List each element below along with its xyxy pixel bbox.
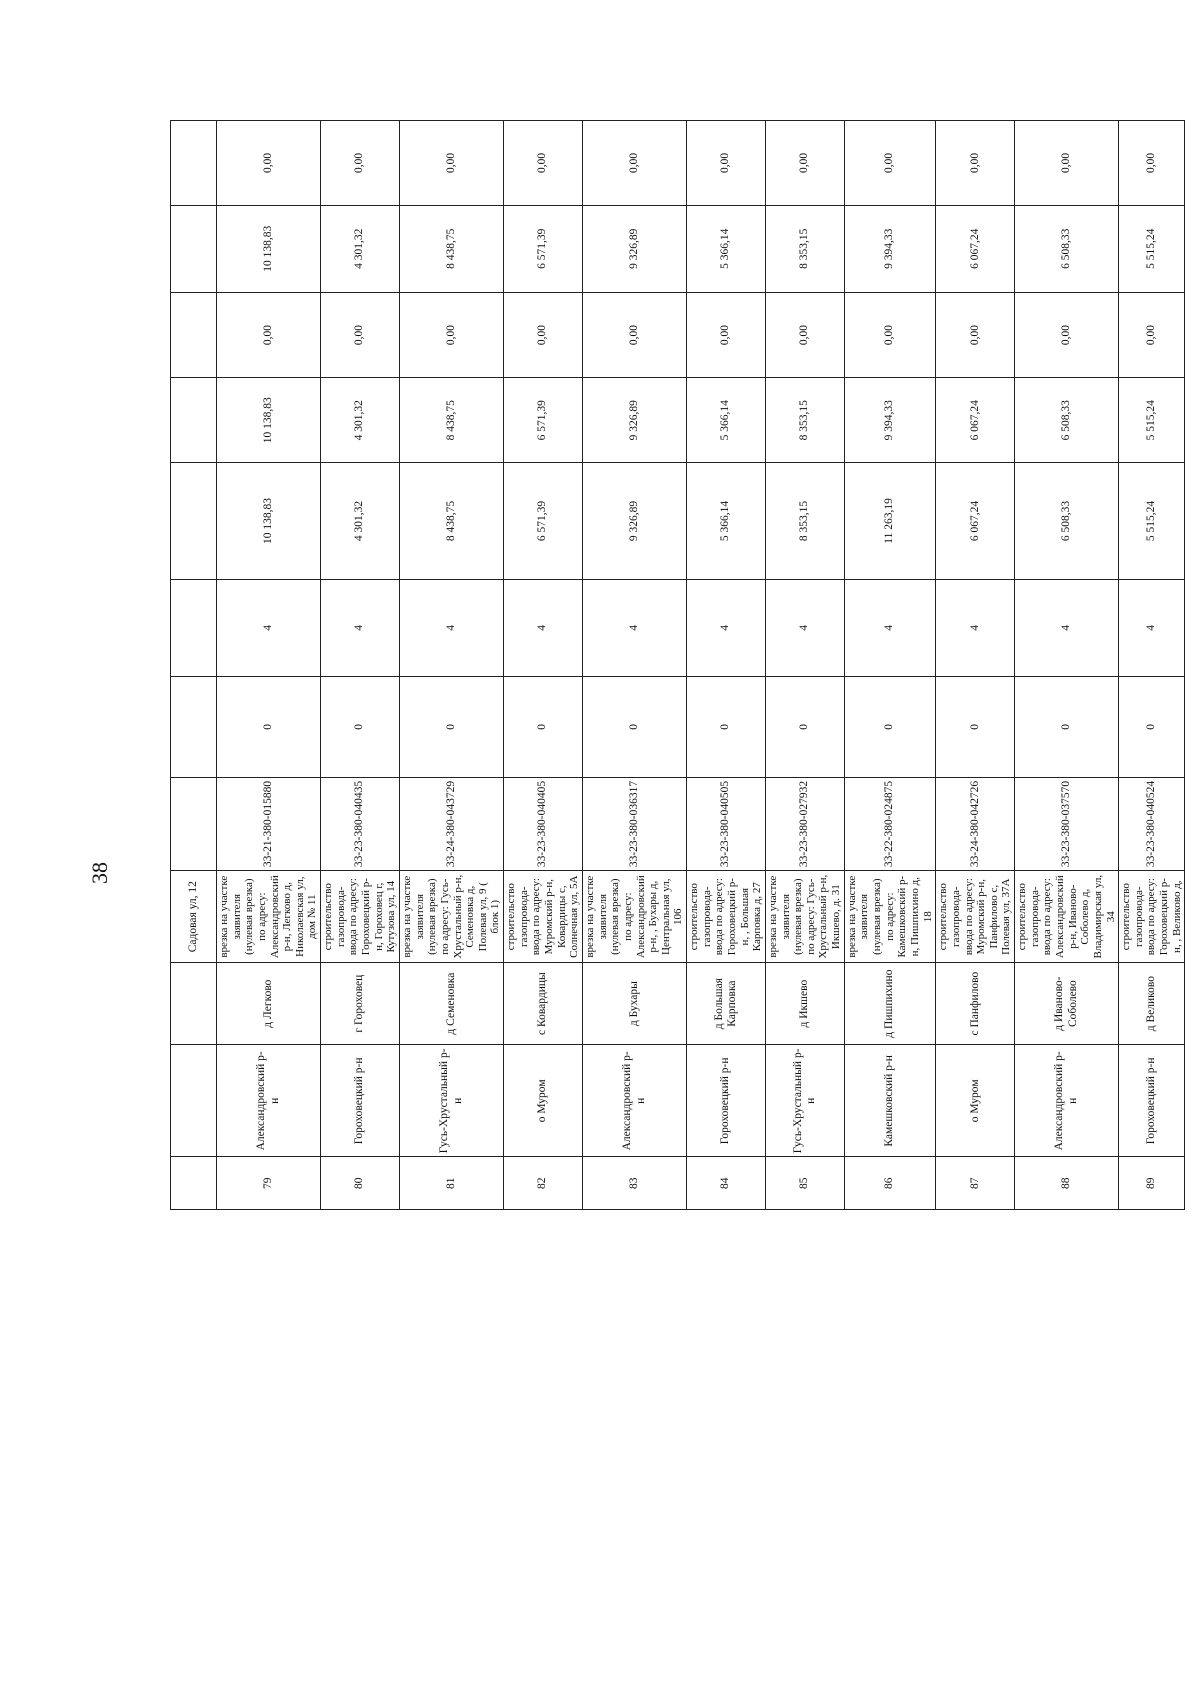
zero-cell: 0 (1015, 676, 1119, 777)
settlement-cell: с Панфилово (936, 962, 1015, 1044)
district-cell: о Муром (936, 1045, 1015, 1157)
zero-value-cell: 0,00 (321, 121, 400, 206)
zero-value-cell: 0,00 (399, 121, 503, 206)
description-cell: строительство газопровода-ввода по адресу: Александровский р-н, Иваново-Соболево д, Владимирская ул, 34 (1015, 871, 1119, 963)
value-cell: 5 366,14 (687, 205, 766, 292)
zero-cell: 0 (1119, 676, 1185, 777)
zero-cell: 0 (504, 676, 583, 777)
district-cell: Камешковский р-н (844, 1045, 935, 1157)
row-number: 84 (687, 1157, 766, 1210)
carry-cell (171, 205, 217, 292)
table-row (217, 121, 321, 1210)
zero-value-cell: 0,00 (765, 121, 844, 206)
row-number: 81 (399, 1157, 503, 1210)
description-cell: строительство газопровода-ввода по адресу: Гороховецкий р-н, Гороховец г, Кутузова ул, 14 (321, 871, 400, 963)
row-number: 80 (321, 1157, 400, 1210)
zero-value-cell: 0,00 (504, 292, 583, 378)
zero-value-cell: 0,00 (936, 121, 1015, 206)
quantity-cell: 4 (321, 579, 400, 676)
table-row (399, 121, 503, 1210)
value-cell: 9 394,33 (844, 205, 935, 292)
value-cell: 4 301,32 (321, 378, 400, 463)
description-cell: строительство газопровода-ввода по адресу: Муромский р-н, Ковардицы с, Солнечная ул, 5А (504, 871, 583, 963)
value-cell: 6 508,33 (1015, 205, 1119, 292)
cadastral-cell: 33-23-380-040405 (504, 777, 583, 871)
table-row (582, 121, 686, 1210)
settlement-cell: д Большая Карповка (687, 962, 766, 1044)
total-cell: 8 438,75 (399, 463, 503, 580)
rotated-table-wrapper (170, 120, 1183, 1210)
zero-value-cell: 0,00 (582, 292, 686, 378)
value-cell: 6 571,39 (504, 378, 583, 463)
row-number: 86 (844, 1157, 935, 1210)
total-cell: 6 508,33 (1015, 463, 1119, 580)
description-cell: строительство газопровода-ввода по адресу: Гороховецкий р-н, , Великово д, (1119, 871, 1185, 963)
zero-value-cell: 0,00 (1119, 292, 1185, 378)
settlement-cell: д Великово (1119, 962, 1185, 1044)
table-row (321, 121, 400, 1210)
settlement-cell: д Икшево (765, 962, 844, 1044)
cadastral-cell: 33-24-380-042726 (936, 777, 1015, 871)
zero-cell: 0 (765, 676, 844, 777)
district-cell: Гороховецкий р-н (321, 1045, 400, 1157)
cadastral-cell: 33-21-380-015880 (217, 777, 321, 871)
value-cell: 5 515,24 (1119, 378, 1185, 463)
carry-cell (171, 463, 217, 580)
value-cell: 8 438,75 (399, 378, 503, 463)
settlement-cell: д Пишпихино (844, 962, 935, 1044)
quantity-cell: 4 (1119, 579, 1185, 676)
cadastral-cell: 33-23-380-040505 (687, 777, 766, 871)
total-cell: 8 353,15 (765, 463, 844, 580)
carry-over-row (171, 121, 217, 1210)
zero-value-cell: 0,00 (582, 121, 686, 206)
zero-value-cell: 0,00 (217, 121, 321, 206)
total-cell: 9 326,89 (582, 463, 686, 580)
description-cell: врезка на участке заявителя (нулевая врезка) по адресу: Гусь-Хрустальный р-н, Икшево, д. 31 (765, 871, 844, 963)
description-cell: врезка на участке заявителя (нулевая врезка) по адресу: Александровский р-н, Легково д, Николаевская ул, дом № 11 (217, 871, 321, 963)
row-number: 83 (582, 1157, 686, 1210)
value-cell: 9 326,89 (582, 378, 686, 463)
settlement-cell: д Бухары (582, 962, 686, 1044)
value-cell: 4 301,32 (321, 205, 400, 292)
page-number: 38 (87, 862, 112, 884)
value-cell: 10 138,83 (217, 378, 321, 463)
table-row (1119, 121, 1185, 1210)
zero-cell: 0 (582, 676, 686, 777)
value-cell: 9 326,89 (582, 205, 686, 292)
settlement-cell: д Семеновка (399, 962, 503, 1044)
zero-cell: 0 (687, 676, 766, 777)
district-cell: о Муром (504, 1045, 583, 1157)
value-cell: 5 515,24 (1119, 205, 1185, 292)
row-number: 79 (217, 1157, 321, 1210)
table-row (687, 121, 766, 1210)
value-cell: 6 067,24 (936, 205, 1015, 292)
data-table (170, 120, 1185, 1210)
carry-cell (171, 1045, 217, 1157)
zero-value-cell: 0,00 (399, 292, 503, 378)
table-row (765, 121, 844, 1210)
zero-value-cell: 0,00 (687, 292, 766, 378)
carry-cell (171, 676, 217, 777)
settlement-cell: д Легково (217, 962, 321, 1044)
cadastral-cell: 33-22-380-024875 (844, 777, 935, 871)
carry-cell (171, 1157, 217, 1210)
settlement-cell: с Ковардицы (504, 962, 583, 1044)
table-row (844, 121, 935, 1210)
cadastral-cell: 33-23-380-036317 (582, 777, 686, 871)
settlement-cell: д Иваново-Соболево (1015, 962, 1119, 1044)
district-cell: Александровский р-н (1015, 1045, 1119, 1157)
quantity-cell: 4 (399, 579, 503, 676)
zero-value-cell: 0,00 (765, 292, 844, 378)
total-cell: 5 515,24 (1119, 463, 1185, 580)
value-cell: 8 353,15 (765, 378, 844, 463)
quantity-cell: 4 (582, 579, 686, 676)
description-cell: строительство газопровода-ввода по адресу: Муромский р-н, Панфилово с, Полевая ул, 37А (936, 871, 1015, 963)
zero-value-cell: 0,00 (217, 292, 321, 378)
carry-cell (171, 962, 217, 1044)
value-cell: 6 571,39 (504, 205, 583, 292)
table-row (936, 121, 1015, 1210)
value-cell: 8 438,75 (399, 205, 503, 292)
district-cell: Гусь-Хрустальный р-н (399, 1045, 503, 1157)
carry-cell (171, 777, 217, 871)
cadastral-cell: 33-23-380-027932 (765, 777, 844, 871)
carry-cell (171, 292, 217, 378)
total-cell: 10 138,83 (217, 463, 321, 580)
district-cell: Александровский р-н (217, 1045, 321, 1157)
description-cell: строительство газопровода-ввода по адресу: Гороховецкий р-н, , Большая Карповка д, 27 (687, 871, 766, 963)
quantity-cell: 4 (1015, 579, 1119, 676)
row-number: 88 (1015, 1157, 1119, 1210)
description-cell: врезка на участке заявителя (нулевая врезка) по адресу: Камешковский р-н, Пишпихино д, 18 (844, 871, 935, 963)
total-cell: 4 301,32 (321, 463, 400, 580)
table-row (1015, 121, 1119, 1210)
settlement-cell: г Гороховец (321, 962, 400, 1044)
quantity-cell: 4 (217, 579, 321, 676)
carry-cell: Садовая ул, 12 (171, 871, 217, 963)
district-cell: Гороховецкий р-н (687, 1045, 766, 1157)
cadastral-cell: 33-23-380-037570 (1015, 777, 1119, 871)
cadastral-cell: 33-23-380-040435 (321, 777, 400, 871)
value-cell: 8 353,15 (765, 205, 844, 292)
cadastral-cell: 33-24-380-043729 (399, 777, 503, 871)
zero-cell: 0 (844, 676, 935, 777)
total-cell: 6 571,39 (504, 463, 583, 580)
district-cell: Гусь-Хрустальный р-н (765, 1045, 844, 1157)
row-number: 85 (765, 1157, 844, 1210)
zero-value-cell: 0,00 (844, 121, 935, 206)
zero-cell: 0 (217, 676, 321, 777)
zero-value-cell: 0,00 (844, 292, 935, 378)
row-number: 89 (1119, 1157, 1185, 1210)
carry-cell (171, 378, 217, 463)
zero-value-cell: 0,00 (504, 121, 583, 206)
quantity-cell: 4 (936, 579, 1015, 676)
table-row (504, 121, 583, 1210)
carry-cell (171, 579, 217, 676)
zero-value-cell: 0,00 (321, 292, 400, 378)
zero-cell: 0 (399, 676, 503, 777)
total-cell: 11 263,19 (844, 463, 935, 580)
value-cell: 6 067,24 (936, 378, 1015, 463)
description-cell: врезка на участке заявителя (нулевая врезка) по адресу: Александровский р-н, , Бухары д, Центральная ул, 106 (582, 871, 686, 963)
value-cell: 6 508,33 (1015, 378, 1119, 463)
district-cell: Александровский р-н (582, 1045, 686, 1157)
value-cell: 9 394,33 (844, 378, 935, 463)
zero-value-cell: 0,00 (936, 292, 1015, 378)
zero-value-cell: 0,00 (1015, 292, 1119, 378)
quantity-cell: 4 (844, 579, 935, 676)
quantity-cell: 4 (504, 579, 583, 676)
zero-value-cell: 0,00 (1015, 121, 1119, 206)
district-cell: Гороховецкий р-н (1119, 1045, 1185, 1157)
description-cell: врезка на участке заявителя (нулевая врезка) по адресу: Гусь-Хрустальный р-н, Семеновка д, Полевая ул, 9 ( блок 1) (399, 871, 503, 963)
carry-cell (171, 121, 217, 206)
value-cell: 10 138,83 (217, 205, 321, 292)
total-cell: 6 067,24 (936, 463, 1015, 580)
zero-value-cell: 0,00 (1119, 121, 1185, 206)
quantity-cell: 4 (765, 579, 844, 676)
zero-cell: 0 (321, 676, 400, 777)
row-number: 87 (936, 1157, 1015, 1210)
cadastral-cell: 33-23-380-040524 (1119, 777, 1185, 871)
quantity-cell: 4 (687, 579, 766, 676)
total-cell: 5 366,14 (687, 463, 766, 580)
zero-cell: 0 (936, 676, 1015, 777)
row-number: 82 (504, 1157, 583, 1210)
value-cell: 5 366,14 (687, 378, 766, 463)
zero-value-cell: 0,00 (687, 121, 766, 206)
